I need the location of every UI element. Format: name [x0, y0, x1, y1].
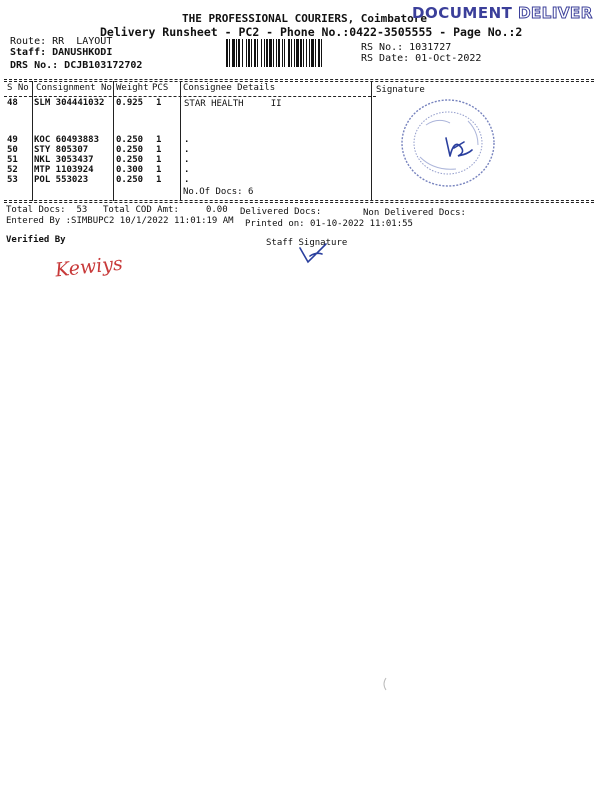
column-divider — [32, 81, 33, 201]
row-pcs: 1 — [156, 175, 162, 185]
verified-by-label: Verified By — [6, 235, 66, 245]
row-sno: 53 — [7, 175, 18, 185]
row-weight: 0.250 — [116, 155, 144, 165]
scan-mark — [380, 676, 390, 692]
row-weight: 0.250 — [116, 135, 144, 145]
rs-number: RS No.: 1031727 — [361, 42, 452, 53]
delivered-docs: Delivered Docs: — [240, 207, 322, 217]
col-header-sno: S No — [7, 83, 29, 93]
drs-number: DRS No.: DCJB103172702 — [10, 60, 143, 71]
printed-on: Printed on: 01-10-2022 11:01:55 — [245, 219, 413, 229]
divider — [4, 81, 594, 82]
column-divider — [371, 81, 372, 201]
row-pcs: 1 — [156, 98, 162, 108]
col-header-consignment: Consignment No — [36, 83, 112, 93]
column-divider — [113, 81, 114, 201]
column-divider — [180, 81, 181, 201]
row-sno: 48 — [7, 98, 18, 108]
row-consignee: . — [184, 165, 190, 175]
runsheet-title: Delivery Runsheet - PC2 - Phone No.:0422-3505555 - Page No.:2 — [100, 25, 523, 39]
col-header-pcs: PCS — [152, 83, 169, 93]
row-sno: 49 — [7, 135, 18, 145]
row-consignment: POL 553023 — [34, 175, 89, 185]
row-pcs: 1 — [156, 145, 162, 155]
row-consignee: STAR HEALTH II — [184, 99, 282, 109]
rs-date: RS Date: 01-Oct-2022 — [361, 53, 482, 64]
staff-signature-mark — [296, 240, 336, 266]
row-consignee: . — [184, 155, 190, 165]
staff-label: Staff: DANUSHKODI — [10, 47, 113, 58]
row-weight: 0.925 — [116, 98, 144, 108]
row-pcs: 1 — [156, 165, 162, 175]
row-consignee: . — [184, 135, 190, 145]
total-cod-amount: Total COD Amt: 0.00 — [103, 205, 228, 215]
row-consignee: . — [184, 145, 190, 155]
total-docs: Total Docs: 53 — [6, 205, 88, 215]
row-weight: 0.300 — [116, 165, 144, 175]
no-of-docs: No.Of Docs: 6 — [183, 187, 254, 197]
company-name: THE PROFESSIONAL COURIERS, Coimbatore — [182, 12, 428, 25]
row-sno: 52 — [7, 165, 18, 175]
divider — [4, 96, 376, 97]
row-consignment: STY 805307 — [34, 145, 89, 155]
row-pcs: 1 — [156, 155, 162, 165]
stamp-word-deliver: DELIVER — [518, 4, 593, 22]
row-sno: 51 — [7, 155, 18, 165]
non-delivered-docs: Non Delivered Docs: — [363, 208, 466, 218]
divider — [4, 202, 594, 203]
row-pcs: 1 — [156, 135, 162, 145]
row-sno: 50 — [7, 145, 18, 155]
row-weight: 0.250 — [116, 145, 144, 155]
row-consignee: . — [184, 175, 190, 185]
entered-by: Entered By :SIMBUPC2 10/1/2022 11:01:19 AM — [6, 216, 234, 226]
route-label: Route: RR LAYOUT — [10, 36, 113, 47]
row-weight: 0.250 — [116, 175, 144, 185]
row-consignment: NKL 3053437 — [34, 155, 94, 165]
col-header-signature: Signature — [376, 85, 425, 95]
divider — [4, 200, 594, 201]
row-consignment: SLM 304441032 — [34, 98, 105, 108]
staff-signature-label: Staff Signature — [266, 238, 348, 248]
handwritten-initials — [440, 132, 476, 162]
barcode — [226, 39, 356, 67]
document-delivered-stamp — [412, 4, 593, 22]
col-header-weight: Weight — [116, 83, 149, 93]
row-consignment: KOC 60493883 — [34, 135, 100, 145]
divider — [4, 79, 594, 80]
stamp-word-document: DOCUMENT — [412, 4, 513, 22]
row-consignment: MTP 1103924 — [34, 165, 94, 175]
col-header-consignee: Consignee Details — [183, 83, 276, 93]
verifier-signature: Kewiys — [54, 252, 124, 282]
